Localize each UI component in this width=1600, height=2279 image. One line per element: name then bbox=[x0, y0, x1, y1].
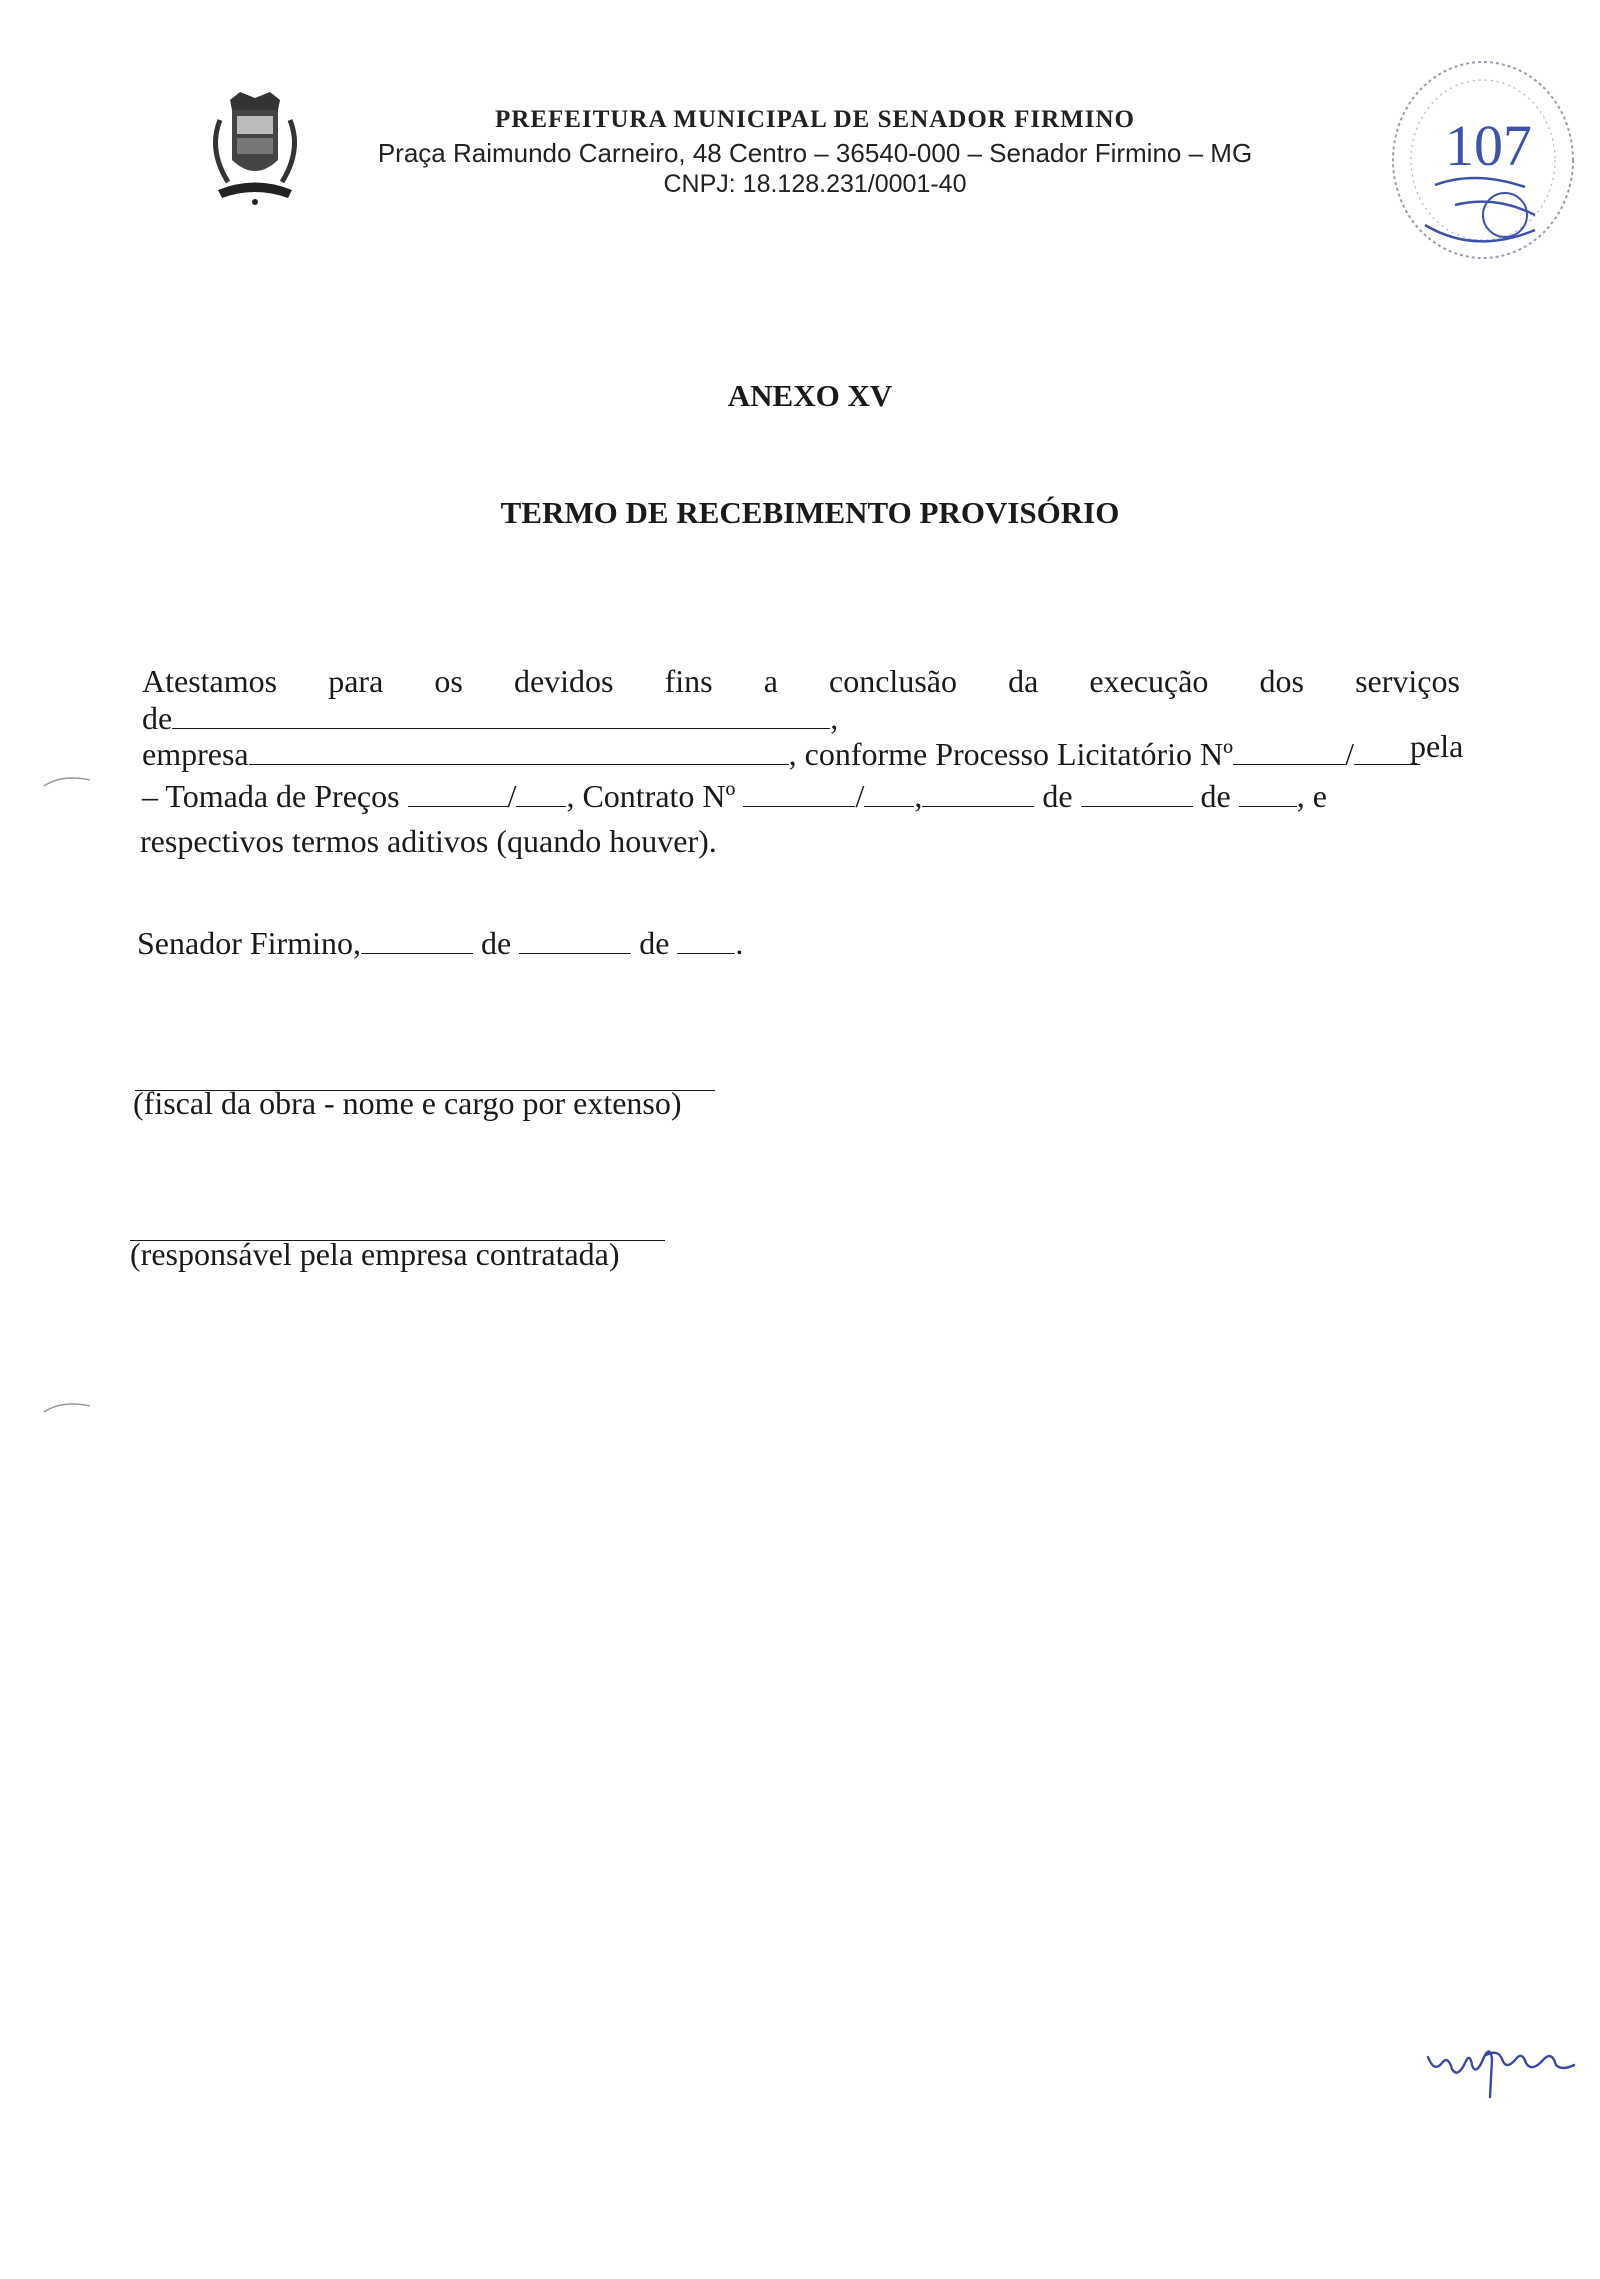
company-blank bbox=[249, 738, 789, 765]
contract-day-blank bbox=[922, 780, 1034, 807]
body-word: conclusão bbox=[829, 663, 957, 699]
contract-year-blank bbox=[864, 780, 914, 807]
body-text: de bbox=[142, 700, 173, 736]
body-word: devidos bbox=[513, 663, 614, 699]
body-text: / bbox=[507, 778, 517, 814]
body-text: / bbox=[855, 778, 865, 814]
body-word: a bbox=[763, 663, 778, 699]
document-title: TERMO DE RECEBIMENTO PROVISÓRIO bbox=[500, 495, 1120, 530]
body-line-4 bbox=[142, 780, 1327, 812]
body-word: serviços bbox=[1355, 663, 1460, 699]
header-address: Praça Raimundo Carneiro, 48 Centro – 36540-000 – Senador Firmino – MG bbox=[377, 138, 1253, 168]
body-text: , e bbox=[1296, 778, 1327, 814]
body-word: dos bbox=[1259, 663, 1304, 699]
contractor-signature-label: (responsável pela empresa contratada) bbox=[130, 1236, 620, 1272]
body-text: empresa bbox=[142, 736, 249, 772]
tomada-number-blank bbox=[408, 780, 508, 807]
body-text: , bbox=[830, 700, 839, 736]
body-word: execução bbox=[1089, 663, 1209, 699]
body-word: fins bbox=[664, 663, 713, 699]
scan-mark-icon bbox=[42, 1398, 92, 1414]
commission-stamp bbox=[1385, 55, 1580, 265]
handwritten-initials bbox=[1420, 2035, 1580, 2105]
contract-yr-blank bbox=[1239, 780, 1297, 807]
annex-title: ANEXO XV bbox=[727, 378, 893, 413]
date-end: . bbox=[735, 925, 744, 961]
body-line-3 bbox=[142, 738, 1420, 770]
process-number-blank bbox=[1233, 738, 1345, 765]
body-text: de bbox=[1200, 778, 1231, 814]
contract-number-blank bbox=[743, 780, 855, 807]
stamp-page-number: 107 bbox=[1445, 113, 1532, 178]
body-text: , Contrato Nº bbox=[566, 778, 736, 814]
date-line bbox=[137, 925, 743, 962]
body-text: – Tomada de Preços bbox=[142, 778, 400, 814]
body-line-1 bbox=[142, 665, 1460, 697]
contract-month-blank bbox=[1081, 780, 1193, 807]
body-text: , bbox=[914, 778, 923, 814]
body-word: para bbox=[328, 663, 384, 699]
date-month-blank bbox=[519, 927, 631, 954]
body-line-2 bbox=[142, 702, 838, 734]
date-day-blank bbox=[361, 927, 473, 954]
date-de: de bbox=[480, 925, 512, 961]
date-place: Senador Firmino, bbox=[137, 925, 361, 961]
date-year-blank bbox=[677, 927, 735, 954]
body-line-5: respectivos termos aditivos (quando houver). bbox=[140, 823, 717, 859]
body-pela: pela bbox=[1410, 728, 1464, 764]
body-text: de bbox=[1042, 778, 1073, 814]
header-cnpj: CNPJ: 18.128.231/0001-40 bbox=[663, 170, 967, 198]
body-text: / bbox=[1345, 736, 1354, 772]
fiscal-signature-label: (fiscal da obra - nome e cargo por extenso) bbox=[133, 1085, 682, 1121]
date-de: de bbox=[639, 925, 670, 961]
header-institution-name: PREFEITURA MUNICIPAL DE SENADOR FIRMINO bbox=[495, 106, 1135, 133]
body-word: Atestamos bbox=[142, 663, 278, 699]
scan-mark-icon bbox=[42, 772, 92, 788]
service-blank bbox=[172, 702, 830, 729]
body-word: da bbox=[1008, 663, 1039, 699]
body-text: , conforme Processo Licitatório Nº bbox=[788, 736, 1234, 772]
tomada-year-blank bbox=[516, 780, 566, 807]
body-word: os bbox=[434, 663, 463, 699]
